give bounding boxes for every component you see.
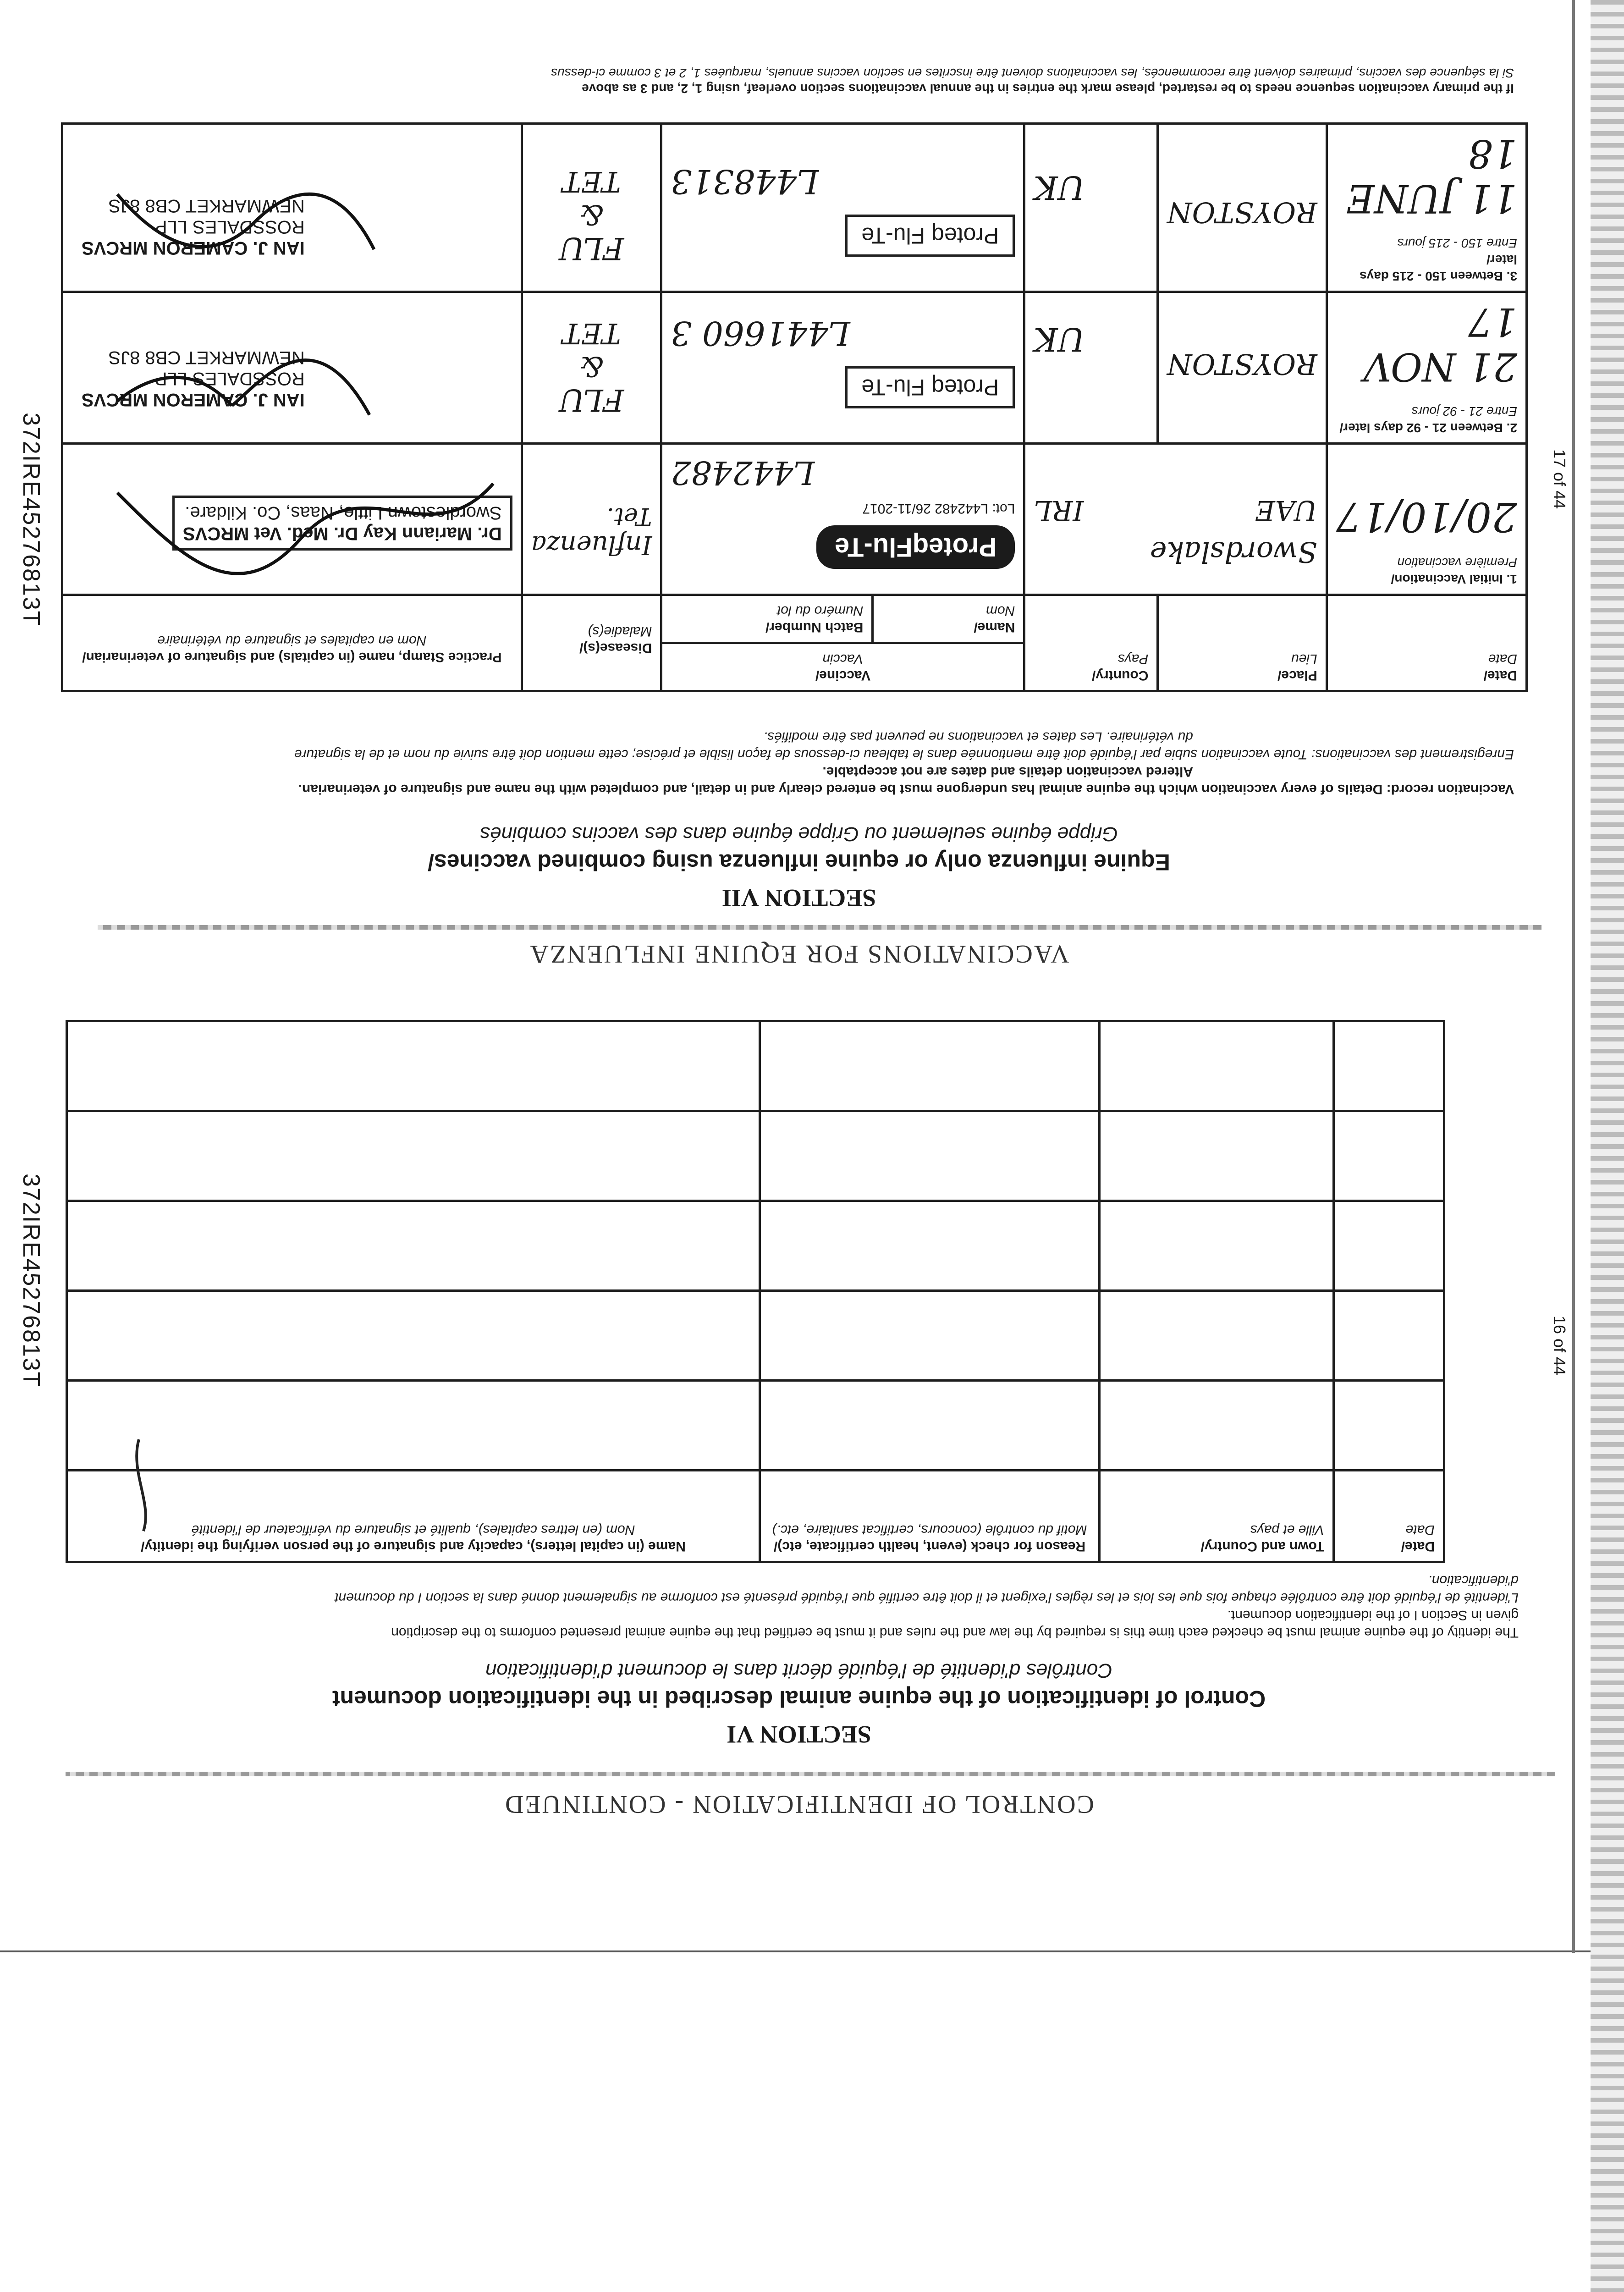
header-verifier-en: Name (in capital letters), capacity and signature of the person verifying the identity/ bbox=[141, 1539, 686, 1554]
row2-stamp-line2: ROSSDALES LLP bbox=[154, 369, 305, 389]
row2-date: 21 NOV 17 bbox=[1363, 299, 1517, 389]
row3-country-cell bbox=[1024, 124, 1158, 292]
record-note-fr-1: Enregistrement des vaccinations: Toute vaccination subie par l'équidé doit être mentionnée dans le tableau ci-dessous de façon lisible et précise; cette mention doit être suivie du nom et de la signature bbox=[294, 747, 1514, 762]
row3-stamp-line1: IAN J. CAMERON MRCVS bbox=[82, 238, 305, 258]
row1-batch: L442482 bbox=[671, 454, 815, 491]
record-note-en-2: Altered vaccination details and dates are not acceptable. bbox=[822, 764, 1193, 779]
row1-place-extra: UAE bbox=[1255, 494, 1317, 526]
header-reason bbox=[760, 1471, 1100, 1562]
vacc-header-batch-en: Batch Number/ bbox=[765, 620, 864, 635]
section-vii-record-note bbox=[79, 728, 1514, 798]
band-noise bbox=[66, 1772, 1555, 1776]
section-vi-label bbox=[524, 1720, 1074, 1749]
vacc-header-disease-fr: Maladie(s) bbox=[588, 624, 652, 639]
vacc-header-name-fr: Nom bbox=[986, 603, 1015, 618]
section-vi-body-en-1: The identity of the equine animal must be checked each time this is required by the law and the rules and it must be certified that the equine animal presented conforms to the description bbox=[391, 1625, 1519, 1640]
header-stamp bbox=[62, 595, 522, 691]
row3-label-fr: Entre 150 - 215 jours bbox=[1397, 236, 1517, 250]
row1-place: Swordslake bbox=[1150, 535, 1317, 569]
row3-label-en: 3. Between 150 - 215 days later/ bbox=[1360, 253, 1517, 283]
vacc-header-batch-fr: Numéro du lot bbox=[776, 603, 864, 618]
pen-mark bbox=[107, 1430, 171, 1540]
row2-disease: FLU bbox=[559, 382, 624, 418]
row2-label-fr: Entre 21 - 92 jours bbox=[1411, 404, 1517, 419]
row1-stamp-line1: Dr. Mariann Kay Dr. Med. Vet MRCVS bbox=[182, 523, 502, 544]
control-header-row bbox=[67, 1471, 1444, 1562]
header-town bbox=[1100, 1471, 1334, 1562]
vacc-header-country-en: Country/ bbox=[1092, 668, 1149, 683]
row2-disease-amp: & bbox=[579, 350, 604, 382]
row3-disease-cell bbox=[522, 124, 661, 292]
row2-vaccine-stamp: Proteq Flu-Te bbox=[845, 366, 1015, 408]
row2-place-cell bbox=[1158, 292, 1327, 444]
row1-date-cell bbox=[1327, 444, 1526, 595]
scan-edge-line bbox=[1572, 0, 1575, 1953]
vaccination-row-1 bbox=[62, 444, 1527, 595]
scan-fold-line bbox=[0, 1950, 1595, 1952]
vacc-header-date-fr: Date bbox=[1488, 651, 1517, 667]
header-date-en: Date/ bbox=[1401, 1539, 1435, 1554]
row1-stamp-line2: Swordlestown Little, Naas, Co. Kildare. bbox=[185, 503, 502, 523]
header-country bbox=[1024, 595, 1158, 691]
section-vi-body-fr-2: d'identification. bbox=[1428, 1573, 1519, 1588]
table-row bbox=[67, 1381, 1444, 1471]
section-vii-subtitle-fr: Grippe équine seulement ou Grippe équine dans des vaccins combinés bbox=[480, 823, 1118, 845]
row2-stamp-line3: NEWMARKET CB8 8JS bbox=[108, 347, 305, 368]
row1-label-fr: Première vaccination bbox=[1397, 556, 1517, 570]
page-number-upper-text: 17 of 44 bbox=[1550, 449, 1569, 509]
row1-stamp-cell bbox=[62, 444, 522, 595]
passport-id-upper-text: 372IRE45276813T bbox=[18, 413, 44, 627]
section-vi-band-title bbox=[249, 1790, 1349, 1820]
identification-control-table bbox=[66, 1020, 1445, 1563]
row3-stamp-cell bbox=[62, 124, 522, 292]
row3-disease-extra: TET bbox=[562, 165, 621, 198]
record-note-en-1: Vaccination record: Details of every vaccination which the equine animal has undergone must be entered clearly and in detail, and completed with the name and signature of veterinarian. bbox=[298, 782, 1514, 797]
vacc-header-vaccine-en: Vaccine/ bbox=[815, 668, 870, 683]
header-place bbox=[1158, 595, 1327, 691]
vacc-header-vaccine-fr: Vaccin bbox=[822, 651, 864, 667]
vacc-header-stamp-en: Practice Stamp, name (in capitals) and signature of veterinarian/ bbox=[82, 650, 502, 665]
header-verifier-fr: Nom (en lettres capitales), qualité et signature du vérificateur de l'identité bbox=[191, 1522, 635, 1537]
section-vi-subtitle-fr: Contrôles d'identité de l'équidé décrit dans le document d'identification bbox=[485, 1659, 1113, 1682]
row2-country-cell bbox=[1024, 292, 1158, 444]
section-vi-subtitle-en: Control of identification of the equine animal described in the identification document bbox=[332, 1686, 1266, 1712]
passport-id-upper bbox=[17, 413, 45, 627]
header-date bbox=[1334, 1471, 1444, 1562]
row2-date-cell bbox=[1327, 292, 1526, 444]
vacc-header-place-en: Place/ bbox=[1277, 668, 1317, 683]
section-vii-band-title bbox=[203, 939, 1395, 970]
vacc-header-place-fr: Lieu bbox=[1291, 651, 1317, 667]
band-noise bbox=[98, 925, 1541, 930]
row2-country: UK bbox=[1034, 320, 1085, 358]
vacc-header-name-en: Name/ bbox=[974, 620, 1015, 635]
vaccination-header-row-1 bbox=[62, 643, 1527, 691]
row3-disease-amp: & bbox=[579, 198, 604, 231]
vacc-header-stamp-fr: Nom en capitales et signature du vétérinaire bbox=[157, 633, 427, 648]
section-vi-body-en-2: given in Section I of the identification document. bbox=[1227, 1608, 1519, 1623]
row3-vaccine-cell bbox=[661, 124, 1024, 292]
vacc-header-disease-en: Disease(s)/ bbox=[579, 640, 652, 656]
header-vaccine bbox=[661, 643, 1024, 691]
row1-date: 20/10/17 bbox=[1336, 493, 1517, 540]
row1-sticker-batch: Lot: L442482 26/11-2017 bbox=[862, 501, 1015, 516]
header-town-en: Town and Country/ bbox=[1200, 1539, 1324, 1554]
row1-label-en: 1. Initial Vaccination/ bbox=[1391, 572, 1517, 586]
row3-signature bbox=[108, 158, 392, 277]
row3-date: 11 JUNE 18 bbox=[1346, 131, 1517, 221]
passport-id-lower bbox=[17, 1174, 45, 1388]
page-number-lower bbox=[1550, 1316, 1569, 1375]
row3-place: ROYSTON bbox=[1167, 196, 1317, 229]
footnote-fr: Si la séquence des vaccins, primaires doivent être recommencés, les vaccinations doivent être inscrites en section vaccins annuels, marquées 1, 2 et 3 comme ci-dessus bbox=[551, 66, 1514, 80]
header-date-fr: Date bbox=[1405, 1522, 1435, 1537]
row3-stamp-line2: ROSSDALES LLP bbox=[154, 217, 305, 237]
section-vii-band-text: VACCINATIONS FOR EQUINE INFLUENZA bbox=[528, 940, 1069, 968]
row1-country: IRL bbox=[1034, 494, 1084, 526]
row2-stamp-line1: IAN J. CAMERON MRCVS bbox=[82, 390, 305, 410]
table-row bbox=[67, 1201, 1444, 1291]
section-vii-subtitle-en: Equine influenza only or equine influenza using combined vaccines/ bbox=[428, 849, 1170, 875]
row1-place-country-cell bbox=[1024, 444, 1327, 595]
row2-stamp-cell bbox=[62, 292, 522, 444]
section-vi-body-fr-1: L'identité de l'équidé doit être contrôlée chaque fois que les lois et les règles l'exigent et il doit être certifié que l'équidé présenté est conforme au signalement donné dans la section I du document bbox=[335, 1590, 1519, 1605]
vaccination-table bbox=[61, 122, 1528, 692]
section-vii-subtitle bbox=[134, 822, 1464, 876]
row2-disease-extra: TET bbox=[562, 317, 621, 350]
section-vii-footnote bbox=[79, 65, 1514, 96]
row1-disease-extra: Tet. bbox=[606, 502, 652, 530]
page-number-lower-text: 16 of 44 bbox=[1550, 1316, 1569, 1376]
row1-disease: Influenza bbox=[531, 530, 652, 560]
row3-place-cell bbox=[1158, 124, 1327, 292]
section-vi-instructions bbox=[75, 1571, 1519, 1641]
row1-vaccine-cell bbox=[661, 444, 1024, 595]
header-date bbox=[1327, 595, 1526, 691]
row1-vaccine-label-sticker: ProteqFlu-Te bbox=[816, 525, 1015, 569]
section-vi-label-text: SECTION VI bbox=[727, 1721, 871, 1748]
vaccination-row-3 bbox=[62, 124, 1527, 292]
vacc-header-country-fr: Pays bbox=[1118, 651, 1149, 667]
table-row bbox=[67, 1021, 1444, 1111]
row3-vaccine-stamp: Proteq Flu-Te bbox=[845, 215, 1015, 257]
scan-binding-edge bbox=[1591, 0, 1624, 2292]
record-note-fr-2: du vétérinaire. Les dates et vaccinations ne peuvent pas être modifiés. bbox=[763, 729, 1193, 744]
header-disease bbox=[522, 595, 661, 691]
row3-date-cell bbox=[1327, 124, 1526, 292]
row2-batch: L441660 3 bbox=[671, 314, 850, 353]
row3-disease: FLU bbox=[559, 231, 624, 266]
row3-batch: L448313 bbox=[671, 162, 819, 201]
vaccination-row-2 bbox=[62, 292, 1527, 444]
row1-disease-cell bbox=[522, 444, 661, 595]
section-vii-label bbox=[524, 884, 1074, 912]
page-number-upper bbox=[1550, 449, 1569, 509]
header-reason-fr: Motif du contrôle (concours, certificat sanitaire, etc.) bbox=[772, 1522, 1087, 1537]
row2-signature bbox=[108, 314, 383, 433]
header-vaccine-name bbox=[873, 595, 1024, 643]
table-row bbox=[67, 1291, 1444, 1381]
footnote-en: If the primary vaccination sequence needs to be restarted, please mark the entries in the annual vaccinations section overleaf, using 1, 2, and 3 as above bbox=[582, 82, 1514, 96]
section-vii-label-text: SECTION VII bbox=[721, 884, 876, 912]
section-vi-subtitle bbox=[134, 1659, 1464, 1712]
row1-signature bbox=[99, 456, 512, 575]
header-town-fr: Ville et pays bbox=[1250, 1522, 1324, 1537]
table-row bbox=[67, 1111, 1444, 1201]
section-vi-band-text: CONTROL OF IDENTIFICATION - CONTINUED bbox=[504, 1790, 1094, 1818]
row2-disease-cell bbox=[522, 292, 661, 444]
row2-place: ROYSTON bbox=[1167, 347, 1317, 381]
row2-label-en: 2. Between 21 - 92 days later/ bbox=[1339, 421, 1517, 435]
passport-id-lower-text: 372IRE45276813T bbox=[18, 1174, 44, 1388]
row3-stamp-line3: NEWMARKET CB8 8JS bbox=[108, 196, 305, 216]
header-batch bbox=[661, 595, 873, 643]
header-reason-en: Reason for check (event, health certificate, etc)/ bbox=[773, 1539, 1086, 1554]
row2-vaccine-cell bbox=[661, 292, 1024, 444]
row3-country: UK bbox=[1034, 169, 1085, 206]
vacc-header-date-en: Date/ bbox=[1483, 668, 1517, 683]
